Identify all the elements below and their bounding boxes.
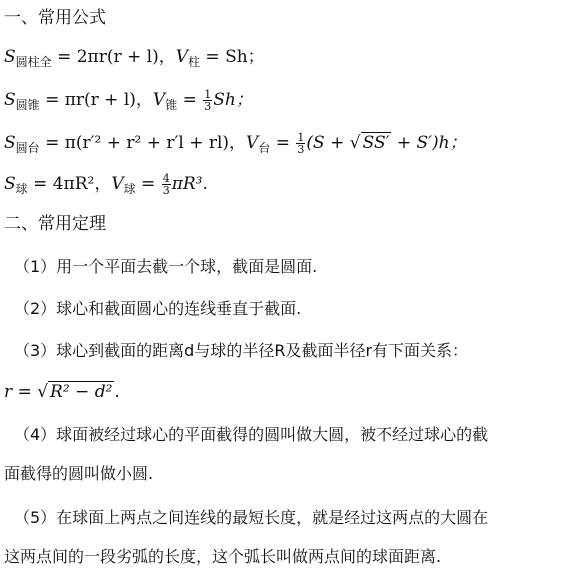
fraction-four-thirds	[162, 173, 171, 196]
theorem-3-formula	[4, 380, 120, 404]
fraction-denominator: 3	[297, 143, 305, 156]
section-heading-theorems: 二、常用定理	[4, 214, 106, 234]
sphere-volume-expression: πR³.	[171, 174, 208, 194]
theorem-1: （1）用一个平面去截一个球，截面是圆面.	[14, 257, 318, 276]
subscript-frustum: 圆台	[15, 141, 40, 155]
subscript-sphere: 球	[15, 182, 28, 196]
cone-volume-expression: Sh；	[213, 90, 253, 110]
formula-lhs: r =	[4, 382, 38, 402]
sqrt-icon: √	[37, 382, 49, 402]
theorem-3: （3）球心到截面的距离d与球的半径R及截面半径r有下面关系：	[14, 341, 469, 360]
symbol-S: S	[4, 133, 16, 153]
frustum-volume-close: + S′)h；	[391, 133, 467, 153]
section-heading-formulas: 一、常用公式	[4, 8, 106, 28]
frustum-area-expression: = π(r′² + r² + r′l + rl)，	[39, 133, 247, 153]
equals-sign: =	[177, 90, 203, 110]
formula-cone	[4, 88, 253, 117]
fraction-denominator: 3	[162, 184, 170, 197]
symbol-S: S	[4, 47, 16, 67]
symbol-S: S	[4, 174, 16, 194]
theorem-5-line-2: 这两点间的一段劣弧的长度，这个弧长叫做两点间的球面距离.	[4, 547, 442, 566]
subscript-frustum-vol: 台	[258, 141, 271, 155]
fraction-numerator: 1	[204, 88, 212, 101]
equals-sign: =	[270, 133, 296, 153]
sqrt-icon: √	[349, 133, 361, 153]
radicand: SS′	[362, 133, 390, 153]
fraction-denominator: 3	[204, 100, 212, 113]
frustum-volume-open: (S +	[306, 133, 350, 153]
cone-area-expression: = πr(r + l)，	[39, 90, 153, 110]
fraction-numerator: 4	[162, 172, 170, 185]
theorem-4-line-2: 面截得的圆叫做小圆.	[4, 464, 154, 483]
cylinder-volume-expression: = Sh；	[200, 47, 265, 67]
formula-period: .	[114, 382, 120, 402]
symbol-V: V	[246, 133, 259, 153]
radicand: R² − d²	[50, 382, 113, 402]
symbol-V: V	[111, 174, 124, 194]
equals-sign: =	[135, 174, 161, 194]
subscript-sphere-vol: 球	[123, 182, 136, 196]
formula-frustum	[4, 131, 467, 160]
cylinder-area-expression: = 2πr(r + l)，	[51, 47, 176, 67]
formula-sphere	[4, 172, 208, 201]
subscript-cone-vol: 锥	[165, 98, 178, 112]
subscript-cylinder: 柱	[188, 55, 201, 69]
formula-cylinder	[4, 45, 265, 74]
symbol-V: V	[175, 47, 188, 67]
theorem-4-line-1: （4）球面被经过球心的平面截得的圆叫做大圆，被不经过球心的截	[14, 425, 489, 444]
fraction-one-third	[296, 132, 305, 155]
fraction-one-third	[203, 89, 212, 112]
subscript-cylinder-total: 圆柱全	[15, 55, 52, 69]
symbol-S: S	[4, 90, 16, 110]
theorem-2: （2）球心和截面圆心的连线垂直于截面.	[14, 299, 302, 318]
fraction-numerator: 1	[297, 131, 305, 144]
subscript-cone: 圆锥	[15, 98, 40, 112]
symbol-V: V	[152, 90, 166, 110]
theorem-5-line-1: （5）在球面上两点之间连线的最短长度，就是经过这两点的大圆在	[14, 508, 489, 527]
sphere-area-expression: = 4πR²，	[27, 174, 112, 194]
